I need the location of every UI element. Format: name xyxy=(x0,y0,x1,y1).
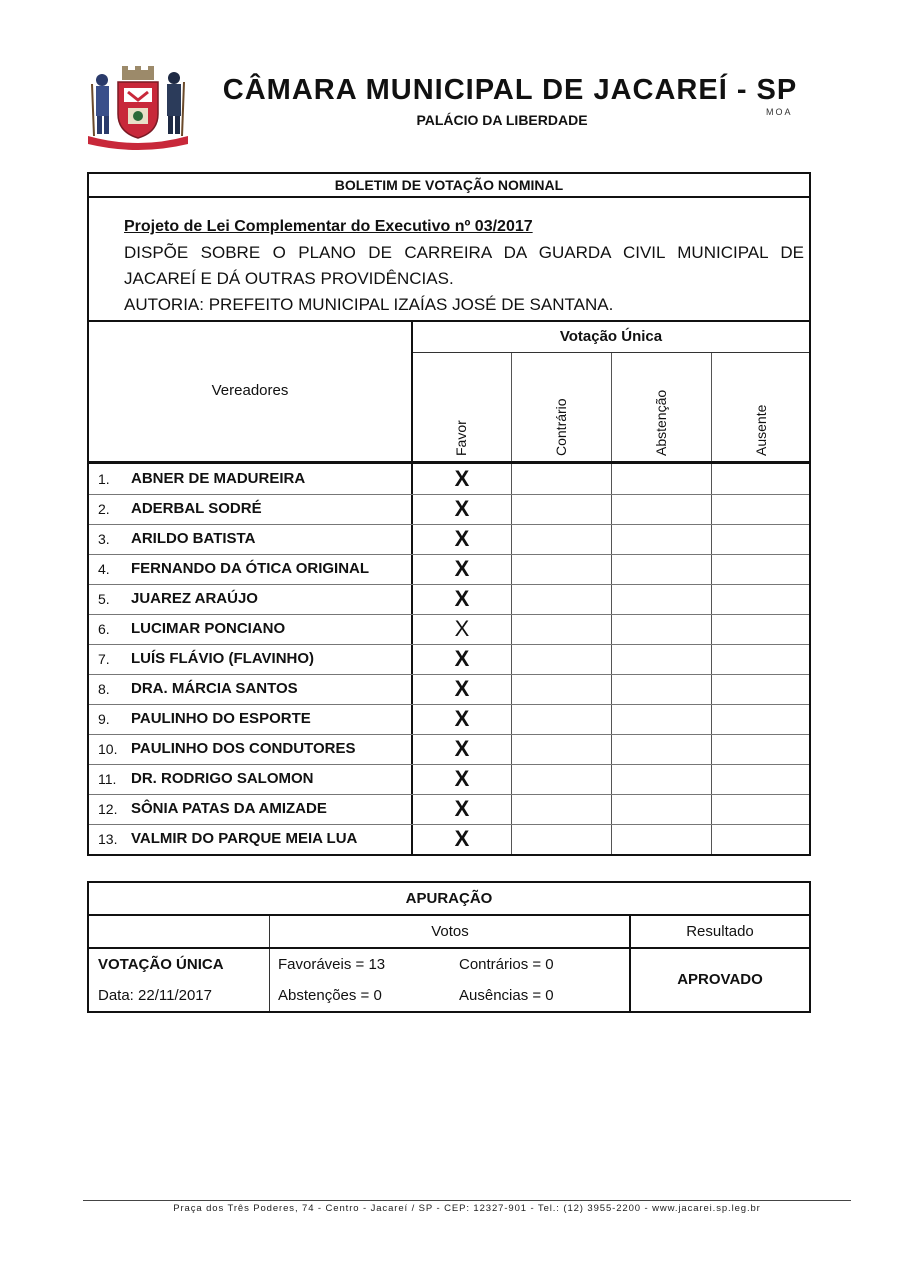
councilor-name: JUAREZ ARAÚJO xyxy=(131,590,258,607)
table-row xyxy=(89,674,809,705)
councilor-name: ADERBAL SODRÉ xyxy=(131,500,262,517)
table-row xyxy=(89,584,809,615)
result-status: APROVADO xyxy=(677,971,763,988)
table-row xyxy=(89,554,809,585)
row-number: 4. xyxy=(98,561,110,577)
vote-mark-favor: X xyxy=(454,826,470,851)
ausencias-count: Ausências = 0 xyxy=(459,987,554,1004)
vote-mark-favor: X xyxy=(454,766,470,791)
vote-mark-favor: X xyxy=(454,496,470,521)
councilor-name: LUCIMAR PONCIANO xyxy=(131,620,286,637)
voting-bulletin-box xyxy=(87,172,811,856)
row-number: 7. xyxy=(98,651,110,667)
vote-mark-favor: X xyxy=(454,736,470,761)
row-number: 9. xyxy=(98,711,110,727)
councilor-name: PAULINHO DOS CONDUTORES xyxy=(131,740,356,757)
row-number: 10. xyxy=(98,741,118,757)
row-number: 2. xyxy=(98,501,110,517)
project-authorship: AUTORIA: PREFEITO MUNICIPAL IZAÍAS JOSÉ DE SANTANA. xyxy=(124,295,614,314)
apuracao-title: APURAÇÃO xyxy=(89,883,809,916)
footer-address: Praça dos Três Poderes, 74 - Centro - Jacareí / SP - CEP: 12327-901 - Tel.: (12) 3955-2200 - www.jacarei.sp.leg.br xyxy=(173,1203,761,1214)
favoraveis-count: Favoráveis = 13 xyxy=(278,956,386,973)
vote-mark-favor: X xyxy=(454,466,470,491)
abstencoes-count: Abstenções = 0 xyxy=(278,987,382,1004)
project-title: Projeto de Lei Complementar do Executivo nº 03/2017 xyxy=(124,218,533,235)
row-number: 12. xyxy=(98,801,118,817)
councilor-name: VALMIR DO PARQUE MEIA LUA xyxy=(131,830,358,847)
row-number: 13. xyxy=(98,831,118,847)
table-row xyxy=(89,734,809,765)
project-description-line-2: JACAREÍ E DÁ OUTRAS PROVIDÊNCIAS. xyxy=(124,269,454,288)
councilor-name: PAULINHO DO ESPORTE xyxy=(131,710,311,727)
vote-date: Data: 22/11/2017 xyxy=(98,987,212,1004)
project-description xyxy=(124,214,804,318)
table-row xyxy=(89,644,809,675)
votacao-unica-label: VOTAÇÃO ÚNICA xyxy=(98,956,224,973)
table-row xyxy=(89,524,809,555)
divider xyxy=(269,916,270,1011)
councilor-name: SÔNIA PATAS DA AMIZADE xyxy=(131,800,327,817)
row-number: 6. xyxy=(98,621,110,637)
councilor-name: LUÍS FLÁVIO (FLAVINHO) xyxy=(131,650,315,667)
municipal-crest-logo xyxy=(84,64,192,152)
vote-mark-favor: X xyxy=(454,706,470,731)
table-row xyxy=(89,464,809,495)
resultado-header: Resultado xyxy=(686,923,754,940)
votacao-unica-header: Votação Única xyxy=(413,322,809,353)
row-number: 8. xyxy=(98,681,110,697)
councilor-name: ARILDO BATISTA xyxy=(131,530,256,547)
vote-mark-favor: X xyxy=(454,586,470,611)
row-number: 5. xyxy=(98,591,110,607)
bulletin-title: BOLETIM DE VOTAÇÃO NOMINAL xyxy=(89,174,809,198)
project-description-line-1: DISPÕE SOBRE O PLANO DE CARREIRA DA GUARDA CIVIL MUNICIPAL DE xyxy=(124,243,804,262)
palace-subtitle: PALÁCIO DA LIBERDADE xyxy=(416,112,588,128)
table-row xyxy=(89,794,809,825)
vote-mark-favor: X xyxy=(454,556,470,581)
table-row xyxy=(89,494,809,525)
vote-mark-favor: X xyxy=(454,796,470,821)
vote-mark-favor: X xyxy=(454,646,470,671)
column-header-favor: Favor xyxy=(453,420,469,456)
vote-mark-favor: X xyxy=(454,676,470,701)
votos-header: Votos xyxy=(431,923,469,940)
councilor-name: DRA. MÁRCIA SANTOS xyxy=(131,680,298,697)
column-header-abstencao: Abstenção xyxy=(653,389,669,456)
chamber-title: CÂMARA MUNICIPAL DE JACAREÍ - SP xyxy=(222,74,798,106)
row-number: 11. xyxy=(98,771,117,787)
row-number: 3. xyxy=(98,531,110,547)
moa-tag: MOA xyxy=(766,107,793,117)
councilor-name: FERNANDO DA ÓTICA ORIGINAL xyxy=(131,560,370,577)
councilor-name: DR. RODRIGO SALOMON xyxy=(131,770,314,787)
divider xyxy=(83,1200,851,1201)
vote-mark-favor: X xyxy=(454,616,470,641)
vereadores-header: Vereadores xyxy=(211,382,289,399)
councilor-name: ABNER DE MADUREIRA xyxy=(131,470,306,487)
table-row xyxy=(89,824,809,854)
table-row xyxy=(89,764,809,795)
apuracao-box xyxy=(87,881,811,1013)
column-header-ausente: Ausente xyxy=(753,404,769,456)
vote-mark-favor: X xyxy=(454,526,470,551)
column-header-contrario: Contrário xyxy=(553,398,569,456)
table-row xyxy=(89,704,809,735)
contrarios-count: Contrários = 0 xyxy=(459,956,554,973)
row-number: 1. xyxy=(98,471,110,487)
table-row xyxy=(89,614,809,645)
